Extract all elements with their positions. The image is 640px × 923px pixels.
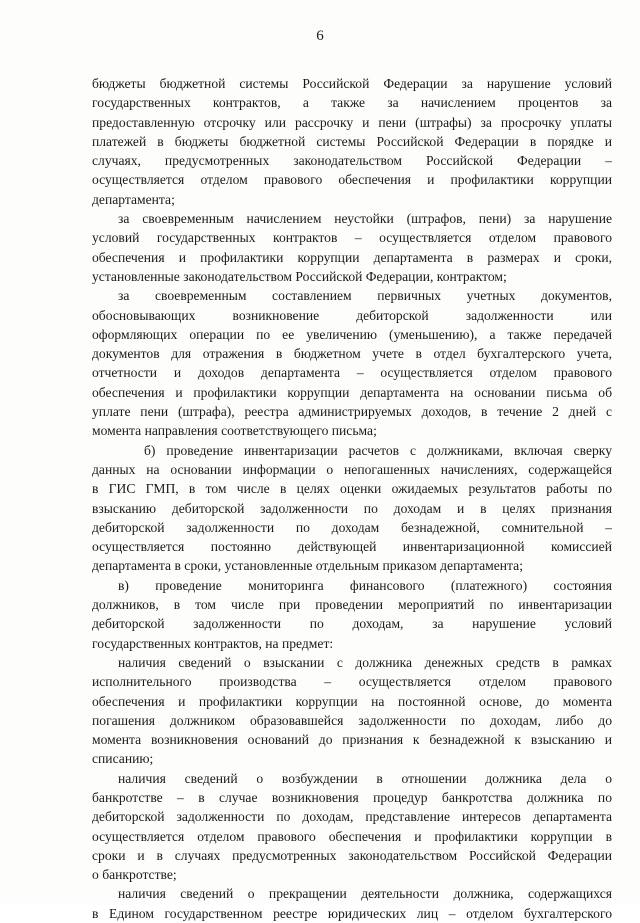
text-line: департамента; <box>92 191 175 207</box>
text-line: в ГИС ГМП, в том числе в целях оценки ожидаемых результатов работы по <box>92 481 612 497</box>
text-line: установленные законодательством Российской Федерации, контрактом; <box>92 268 507 284</box>
text-line: дебиторской задолженности по доходам, за нарушение условий <box>92 616 612 632</box>
text-line: б) проведение инвентаризации расчетов с должниками, включая сверку <box>144 442 612 458</box>
text-line: погашения должником образовавшейся задолженности по доходам, либо до <box>92 712 612 728</box>
text-line: списанию; <box>92 751 154 767</box>
text-line: банкротстве – в случае возникновения процедур банкротства должника по <box>92 789 612 805</box>
text-line: обеспечения и профилактики коррупции на постоянной основе, до момента <box>92 693 612 709</box>
text-line: дебиторской задолженности по доходам, представление интересов департамента <box>92 809 612 825</box>
text-line: документов для отражения в бюджетном учете в отдел бухгалтерского учета, <box>92 346 612 362</box>
page-number: 6 <box>316 28 324 44</box>
text-line: за своевременным составлением первичных учетных документов, <box>118 288 612 304</box>
text-line: оформляющих операции по ее увеличению (уменьшению), а также передачей <box>92 326 612 342</box>
text-line: в Едином государственном реестре юридических лиц – отделом бухгалтерского <box>92 905 612 921</box>
text-line: бюджеты бюджетной системы Российской Федерации за нарушение условий <box>92 76 612 91</box>
text-line: государственных контрактов, на предмет: <box>92 635 334 651</box>
text-line: государственных контрактов, а также за начислением процентов за <box>92 95 612 111</box>
text-line: момента направления соответствующего письма; <box>92 423 377 439</box>
text-line: дебиторской задолженности по доходам безнадежной, сомнительной – <box>92 519 612 535</box>
text-line: в) проведение мониторинга финансового (платежного) состояния <box>118 577 612 593</box>
text-line: департамента в сроки, установленные отдельным приказом департамента; <box>92 558 523 574</box>
text-line: обеспечения и профилактики коррупции департамента в размерах и сроки, <box>92 249 612 265</box>
text-line: наличия сведений о прекращении деятельности должника, содержащихся <box>118 886 612 902</box>
text-line: уплате пени (штрафа), реестра администрируемых доходов, в течение 2 дней с <box>92 404 612 420</box>
text-line: отчетности и доходов департамента – осуществляется отделом правового <box>92 365 612 381</box>
text-line: платежей в бюджеты бюджетной системы Российской Федерации в порядке и <box>92 133 612 149</box>
text-line: предоставленную отсрочку или рассрочку и пени (штрафы) за просрочку уплаты <box>92 114 612 130</box>
text-line: наличия сведений о взыскании с должника денежных средств в рамках <box>118 654 612 670</box>
text-line: условий государственных контрактов – осуществляется отделом правового <box>92 230 612 246</box>
text-line: обеспечения и профилактики коррупции департамента на основании письма об <box>92 384 612 400</box>
text-line: о банкротстве; <box>92 867 177 883</box>
text-line: за своевременным начислением неустойки (штрафов, пени) за нарушение <box>118 211 612 227</box>
text-line: осуществляется отделом правового обеспечения и профилактики коррупции в <box>92 828 612 844</box>
text-line: взысканию дебиторской задолженности по доходам и в целях признания <box>92 500 612 516</box>
text-line: момента возникновения оснований до признания к безнадежной к взысканию и <box>92 732 612 748</box>
text-line: осуществляется постоянно действующей инвентаризационной комиссией <box>92 539 612 555</box>
text-line: обосновывающих возникновение дебиторской задолженности или <box>92 307 612 323</box>
text-line: осуществляется отделом правового обеспечения и профилактики коррупции <box>92 172 612 188</box>
text-line: случаях, предусмотренных законодательством Российской Федерации – <box>92 153 612 169</box>
text-line: исполнительного производства – осуществляется отделом правового <box>92 674 612 690</box>
text-line: должников, в том числе при проведении мероприятий по инвентаризации <box>92 597 612 613</box>
text-line: сроки и в случаях предусмотренных законодательством Российской Федерации <box>92 847 612 863</box>
document-body <box>92 74 612 923</box>
text-line: данных на основании информации о непогашенных начислениях, содержащейся <box>92 461 612 477</box>
text-line: наличия сведений о возбуждении в отношении должника дела о <box>118 770 612 786</box>
